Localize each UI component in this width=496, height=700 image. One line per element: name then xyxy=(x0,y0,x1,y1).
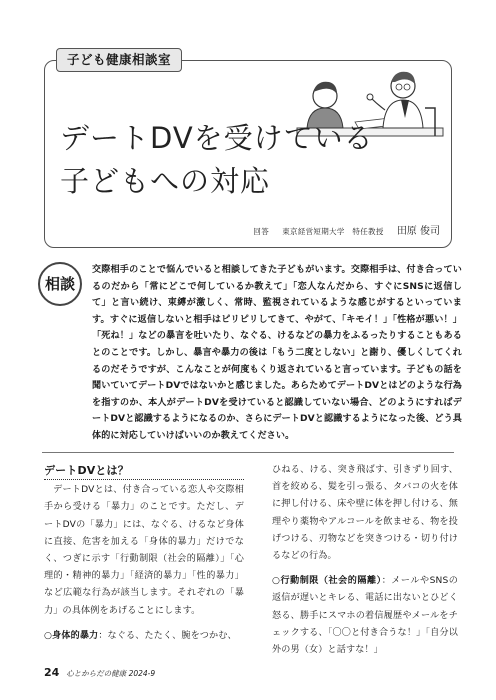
page-number: 24 xyxy=(44,666,60,679)
body-right-column xyxy=(272,462,458,659)
section-tag: 子ども健康相談室 xyxy=(56,48,182,72)
article-title-line2: 子どもへの対応 xyxy=(60,164,271,198)
body-paragraph: デートDVとは、付き合っている恋人や交際相手から受ける「暴力」のことです。ただし、デートDVの「暴力」には、なぐる、けるなど身体に直接、危害を加える「身体的暴力」だけでなく、つぎに示す「行動制限（社会的隔離）」「心理的・精神的暴力」「経済的暴力」「性的暴力」など広範な行為が該当します。それぞれの「暴力」の具体例をあげることにします。 xyxy=(44,485,244,616)
list-item-physical-head: ○身体的暴力 xyxy=(44,630,99,641)
list-item-restriction-head: ○行動制限（社会的隔離） xyxy=(272,576,382,587)
answerer-label: 回答 xyxy=(253,227,270,236)
page-footer xyxy=(44,666,155,679)
continuation-text: ひねる、ける、突き飛ばす、引きずり回す、首を絞める、髪を引っ張る、タバコの火を体に押し付ける、床や壁に体を押し付ける、無理やり薬物やアルコールを飲ませる、物を投げつける、刃物などを突きつける・切り付けるなどの行為。 xyxy=(272,465,458,562)
section-heading: デートDVとは？ xyxy=(44,462,244,480)
list-item-physical xyxy=(44,628,244,645)
list-item-restriction-text: ：メールやSNSの返信が遅いとキレる、電話に出ないとひどく怒る、勝手にスマホの着信履歴やメールをチェックする、「〇〇と付き合うな！」「自分以外の男（女）と話すな！」 xyxy=(272,576,458,656)
magazine-name: 心とからだの健康 2024-9 xyxy=(66,669,156,678)
question-text: 交際相手のことで悩んでいると相談してきた子どもがいます。交際相手は、付き合っているのだから「常にどこで何しているか教えて」「恋人なんだから、すぐにSNSに返信して」と言い続け、束縛が激しく、常時、監視されているような感じがするといっています。すぐに返信しないと相手はピリピリしてきて、やがて、「キモイ！」「性格が悪い！」「死ね！」などの暴言を吐いたり、なぐる、けるなどの暴力をふるったりすることもあるとのことです。しかし、暴言や暴力の後は「もう二度としない」と謝り、優しくしてくれるのだそうですが、こんなことが何度もくり返されていると言っています。子どもの話を聞いていてデートDVではないかと感じました。あらためてデートDVとはどのような行為を指すのか、本人がデートDVを受けていると認識していない場合、どのようにすればデートDVと認識するようになるのか、さらにデートDVと認識するようになった後、どう具体的に対応していけばいいのか教えてください。 xyxy=(92,265,462,441)
section-divider xyxy=(42,452,454,453)
author-byline xyxy=(253,222,440,237)
answerer-affiliation: 東京経営短期大学 特任教授 xyxy=(282,227,384,236)
body-left-column xyxy=(44,462,244,645)
question-badge: 相談 xyxy=(38,262,82,306)
list-item-restriction xyxy=(272,573,458,659)
article-title-line1: デートDVを受けている xyxy=(60,121,374,155)
list-item-physical-text: ：なぐる、たたく、腕をつかむ、 xyxy=(98,630,237,641)
answerer-name: 田原 俊司 xyxy=(396,226,440,237)
